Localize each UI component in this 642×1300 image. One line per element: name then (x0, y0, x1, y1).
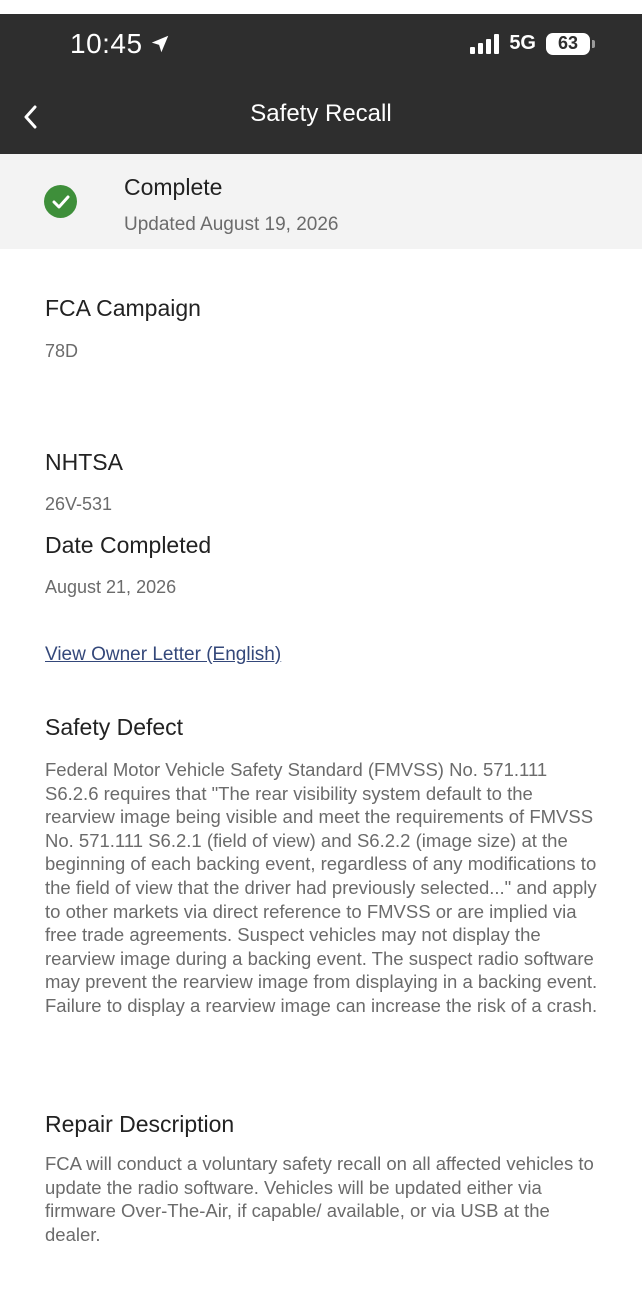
status-time-text: 10:45 (70, 28, 143, 59)
network-type: 5G (509, 32, 536, 54)
app-header (0, 14, 642, 154)
status-updated: Updated August 19, 2026 (124, 214, 339, 235)
recall-status-banner (0, 154, 642, 249)
nhtsa-value: 26V-531 (45, 494, 113, 514)
safety-defect-text: Federal Motor Vehicle Safety Standard (FMVSS) No. 571.111 S6.2.6 requires that "The rear visibility system default to the rearview image being visible and meet the requirements of FMVSS No. 571.111 S6.2.1 (field of view) and S6.2.2 (image size) at the beginning of each backing event, regardless of any modifications to the field of view that the driver had previously selected..." and apply to other markets via direct reference to FMVSS or are implied via free trade agreements. Suspect vehicles may not display the rearview image during a backing event. The suspect radio software may prevent the rearview image from displaying in a backing event. Failure to display a rearview image can increase the risk of a crash. (45, 759, 598, 1016)
repair-description-text: FCA will conduct a voluntary safety recall on all affected vehicles to update the radio software. Vehicles will be updated either via firmware Over-The-Air, if capable/ available, or via USB at the dealer. (45, 1153, 594, 1245)
fca-campaign-value: 78D (45, 341, 79, 361)
status-label: Complete (124, 174, 223, 200)
date-completed-value: August 21, 2026 (45, 577, 177, 597)
location-arrow-icon (149, 33, 171, 55)
safety-defect-label: Safety Defect (45, 714, 184, 740)
nhtsa-label: NHTSA (45, 449, 123, 475)
repair-description-label: Repair Description (45, 1111, 235, 1137)
status-right (470, 32, 590, 55)
status-time (70, 28, 171, 60)
signal-icon (470, 34, 499, 54)
check-circle-icon (44, 185, 77, 218)
fca-campaign-label: FCA Campaign (45, 295, 201, 321)
battery-icon (546, 33, 590, 55)
owner-letter-link[interactable]: View Owner Letter (English) (45, 644, 282, 665)
page-title: Safety Recall (250, 100, 392, 127)
top-strip (0, 0, 642, 14)
battery-level: 63 (557, 33, 579, 53)
date-completed-label: Date Completed (45, 532, 212, 558)
